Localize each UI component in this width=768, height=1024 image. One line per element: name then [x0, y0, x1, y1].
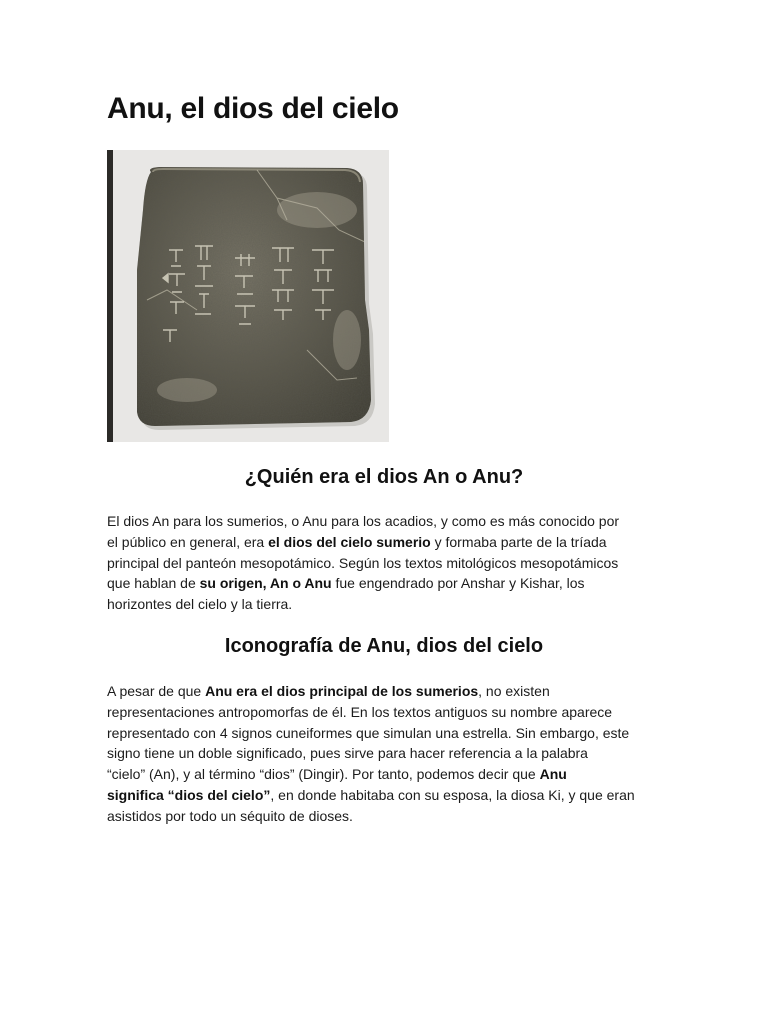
paragraph-line: “cielo” (An), y al término “dios” (Dingir). Por tanto, podemos decir que Anu	[107, 766, 567, 783]
section-heading-iconografia: Iconografía de Anu, dios del cielo	[224, 635, 544, 657]
paragraph-line: representado con 4 signos cuneiformes que simulan una estrella. Sin embargo, este	[107, 724, 630, 741]
paragraph-line: horizontes del cielo y la tierra.	[107, 596, 293, 613]
paragraph-line: significa “dios del cielo”, en donde habitaba con su esposa, la diosa Ki, y que eran	[107, 786, 635, 803]
section-heading-quien-era: ¿Quién era el dios An o Anu?	[244, 466, 524, 488]
paragraph-iconografia	[107, 681, 663, 827]
cuneiform-tablet-image	[107, 150, 389, 442]
paragraph-line: el público en general, era el dios del cielo sumerio y formaba parte de la tríada	[107, 533, 607, 550]
paragraph-line: asistidos por todo un séquito de dioses.	[107, 807, 353, 824]
paragraph-line: El dios An para los sumerios, o Anu para los acadios, y como es más conocido por	[107, 513, 620, 529]
paragraph-quien-era	[107, 511, 663, 615]
paragraph-line: representaciones antropomorfas de él. En los textos antiguos su nombre aparece	[107, 703, 613, 720]
paragraph-line: A pesar de que Anu era el dios principal de los sumerios, no existen	[107, 683, 550, 699]
paragraph-line: que hablan de su origen, An o Anu fue engendrado por Anshar y Kishar, los	[107, 575, 585, 592]
paragraph-line: principal del panteón mesopotámico. Según los textos mitológicos mesopotámicos	[107, 554, 619, 571]
page-title: Anu, el dios del cielo	[107, 92, 399, 125]
tablet-illustration	[107, 150, 389, 442]
paragraph-line: signo tiene un doble significado, pues sirve para hacer referencia a la palabra	[107, 745, 588, 762]
